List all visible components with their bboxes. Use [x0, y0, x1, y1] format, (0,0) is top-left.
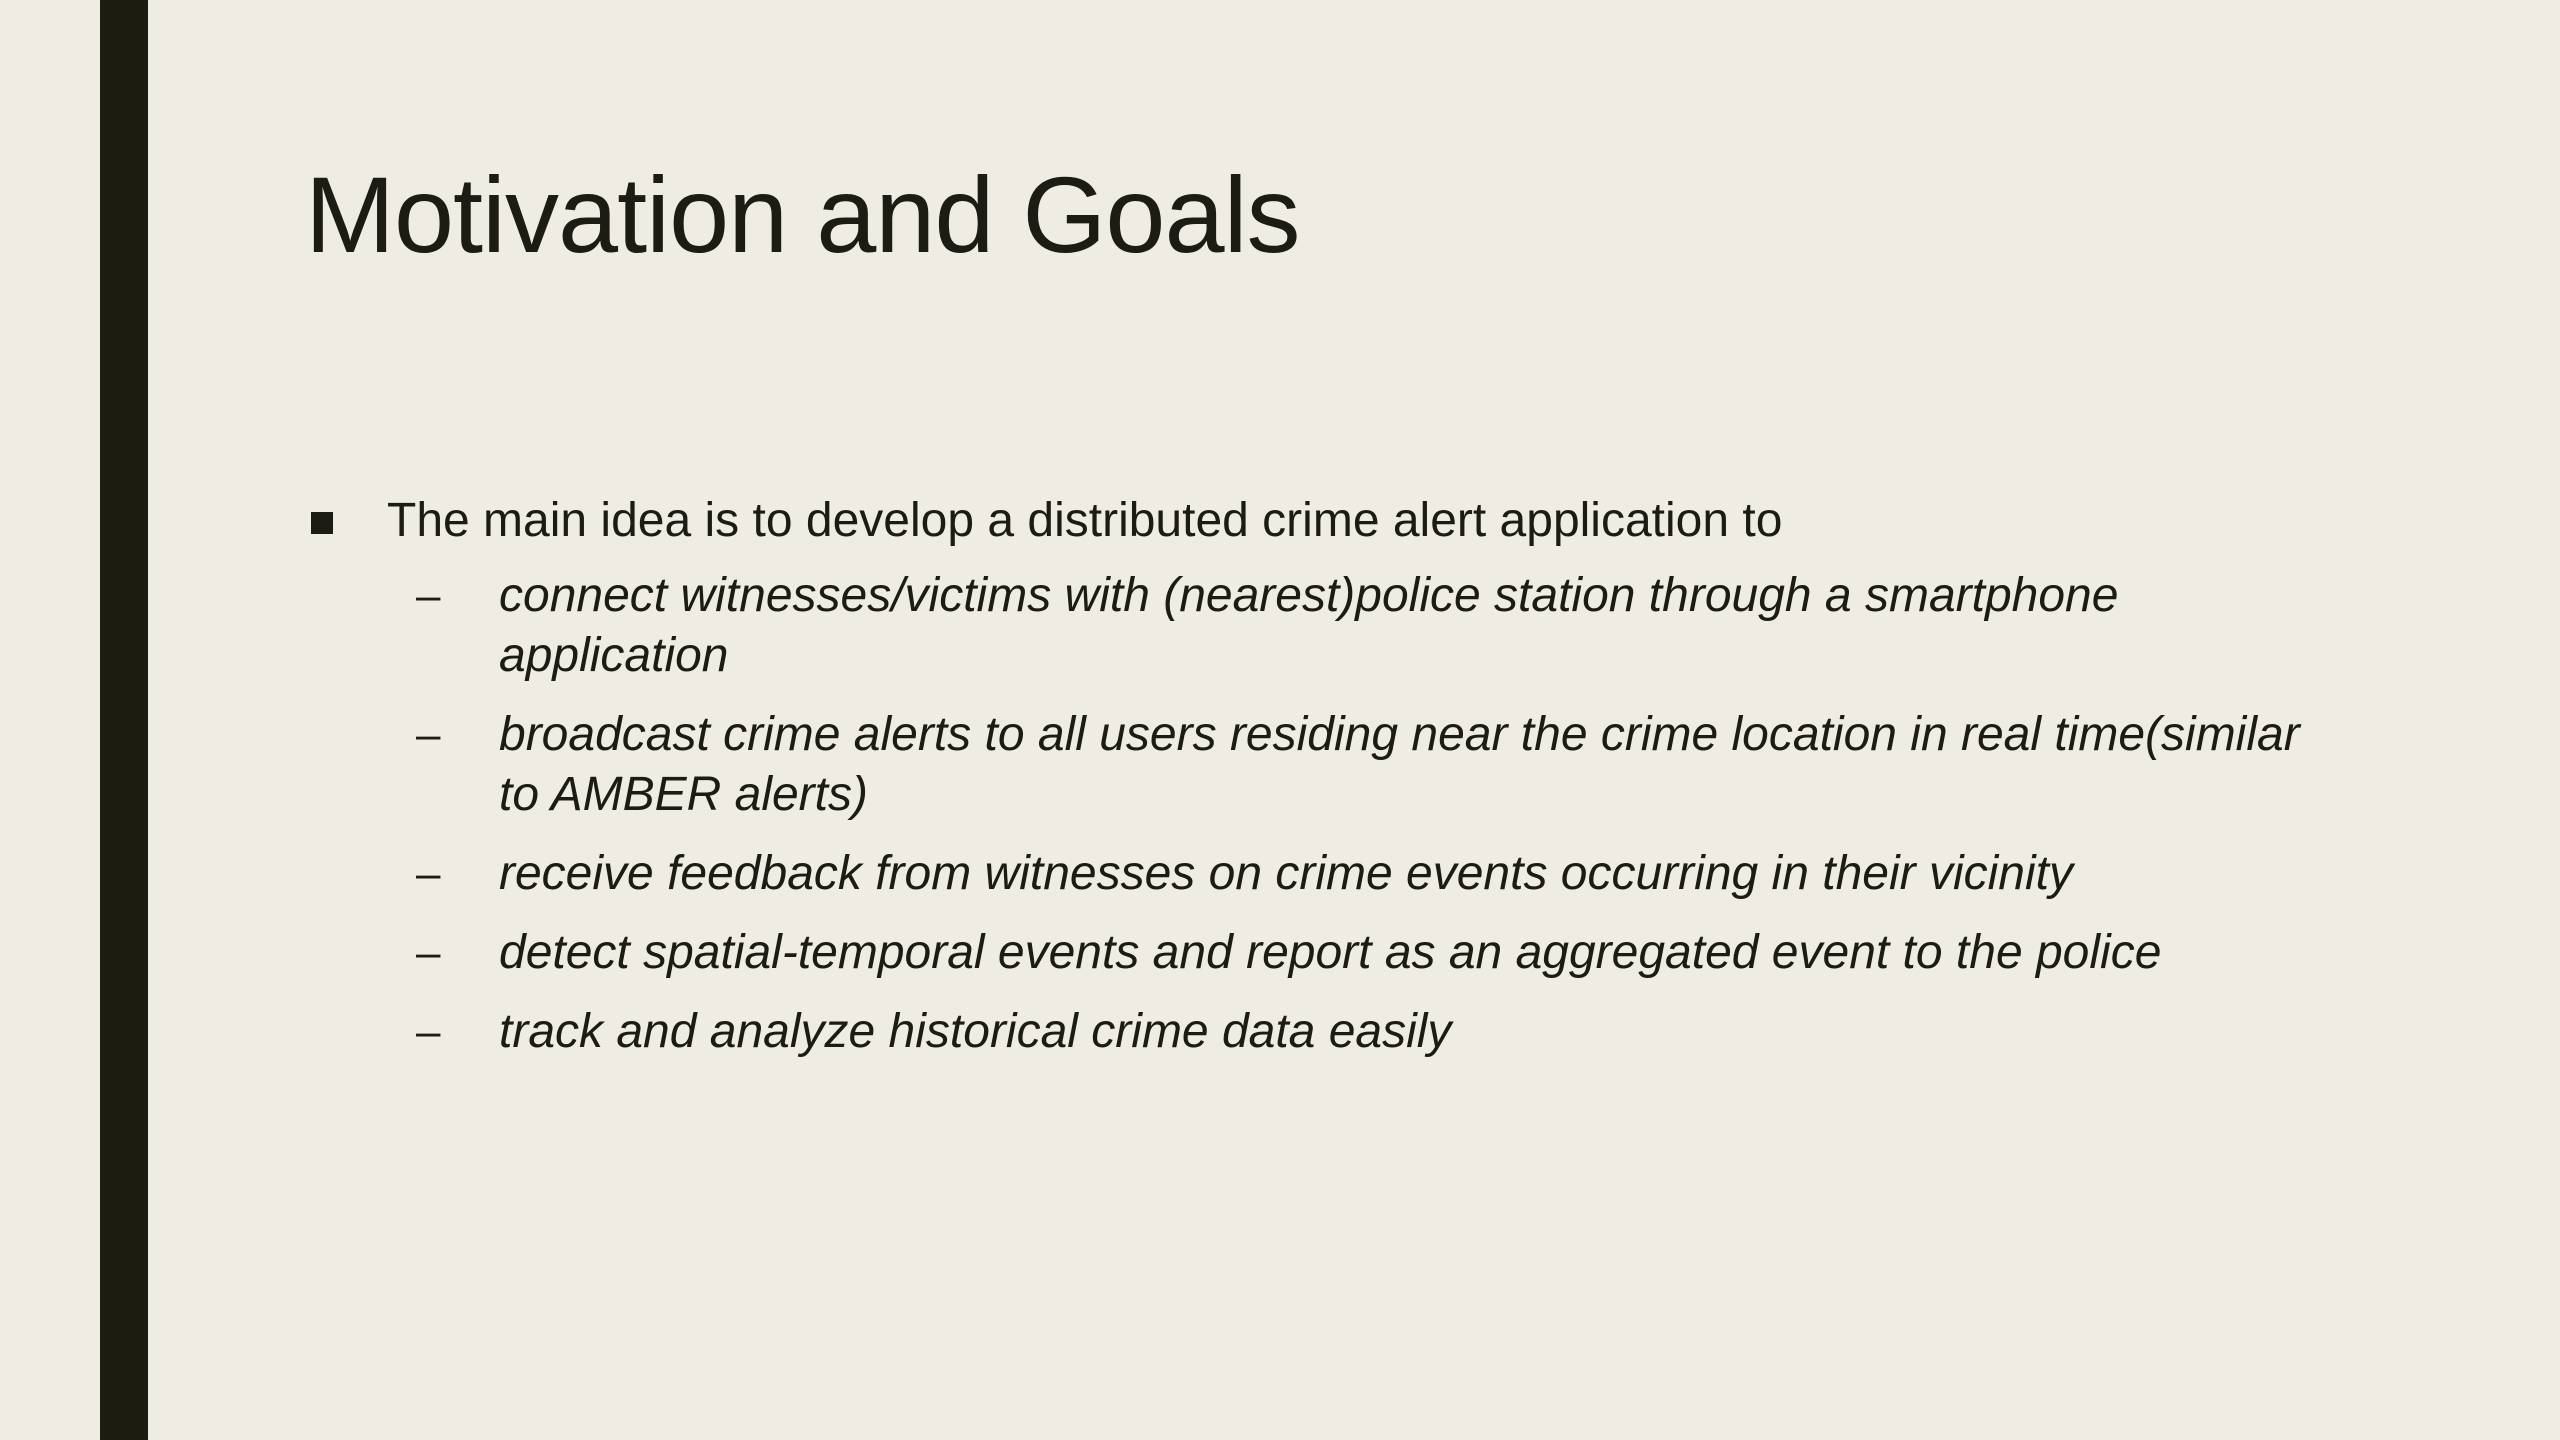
- slide-content: [305, 488, 2305, 1081]
- sub-bullet-text: receive feedback from witnesses on crime events occurring in their vicinity: [499, 847, 2073, 900]
- sub-bullet-item: [416, 705, 2305, 825]
- slide-title: Motivation and Goals: [305, 154, 1300, 275]
- sub-bullet-item: [416, 1002, 2305, 1062]
- sub-bullet-item: [416, 566, 2305, 686]
- accent-bar: [100, 0, 148, 1440]
- sub-bullet-item: [416, 844, 2305, 904]
- dash-bullet-icon: –: [416, 1007, 441, 1056]
- sub-bullet-item: [416, 923, 2305, 983]
- sub-bullet-text: detect spatial-temporal events and report as an aggregated event to the police: [499, 926, 2162, 979]
- main-bullet-item: [305, 488, 2305, 554]
- dash-bullet-icon: –: [416, 928, 441, 977]
- sub-bullet-text: broadcast crime alerts to all users residing near the crime location in real time(similar to AMBER alerts): [499, 708, 2300, 821]
- square-bullet-icon: [311, 512, 333, 534]
- sub-bullet-text: track and analyze historical crime data easily: [499, 1005, 1452, 1058]
- dash-bullet-icon: –: [416, 849, 441, 898]
- dash-bullet-icon: –: [416, 710, 441, 759]
- sub-bullet-list: [305, 566, 2305, 1062]
- sub-bullet-text: connect witnesses/victims with (nearest)police station through a smartphone application: [499, 569, 2119, 682]
- main-bullet-text: The main idea is to develop a distributed crime alert application to: [387, 494, 1783, 547]
- dash-bullet-icon: –: [416, 571, 441, 620]
